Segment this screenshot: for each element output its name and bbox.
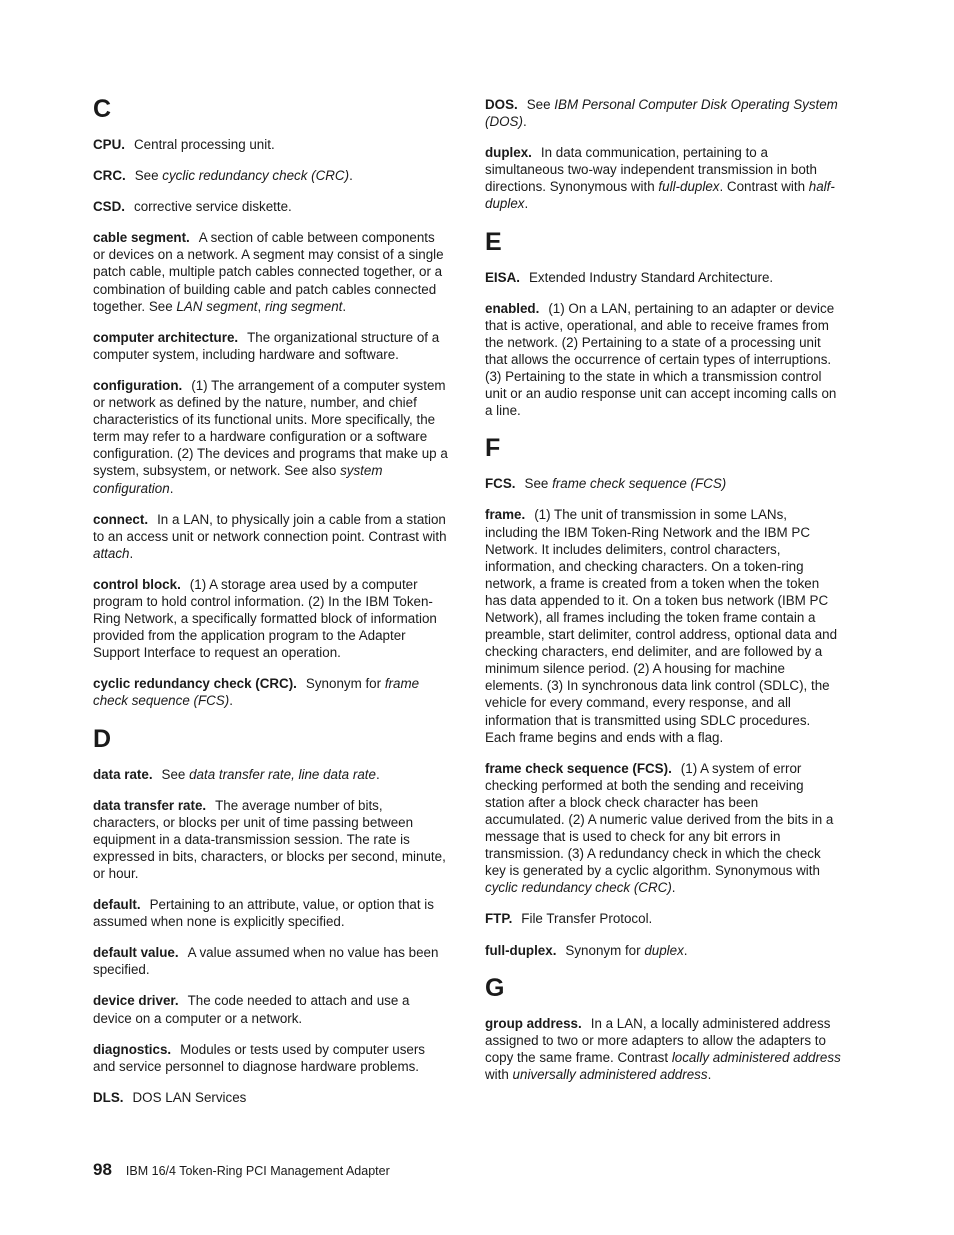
cross-reference: locally administered address (671, 1049, 841, 1065)
glossary-term: FCS. (485, 476, 516, 492)
glossary-entry (93, 992, 449, 1026)
definition-text: Pertaining to an attribute, value, or option that is assumed when none is explicitly specified. (93, 897, 434, 930)
glossary-term: configuration. (93, 377, 183, 393)
glossary-entry (93, 229, 449, 314)
glossary-term: cyclic redundancy check (CRC). (93, 676, 297, 692)
glossary-entry (93, 198, 449, 215)
cross-reference: half-duplex (485, 179, 835, 212)
glossary-term: device driver. (93, 993, 179, 1009)
section-letter: D (93, 724, 112, 753)
glossary-entry (93, 675, 449, 709)
definition-text: , (257, 298, 265, 314)
definition-text: See (134, 168, 163, 184)
glossary-entry (93, 1041, 449, 1075)
definition-text: See (524, 476, 553, 492)
glossary-term: cable segment. (93, 230, 190, 246)
glossary-entry (485, 475, 841, 492)
glossary-term: data transfer rate. (93, 797, 207, 813)
glossary-entry (93, 167, 449, 184)
glossary-entry (93, 576, 449, 661)
cross-reference: duplex (644, 942, 684, 958)
glossary-entry (93, 896, 449, 930)
glossary-term: CRC. (93, 168, 126, 184)
glossary-term: DLS. (93, 1089, 124, 1105)
glossary-term: frame. (485, 507, 526, 523)
glossary-entry (485, 144, 841, 212)
section-letter: C (93, 95, 112, 123)
glossary-right-column (485, 96, 841, 1097)
section-letter: E (485, 227, 502, 256)
glossary-term: full-duplex. (485, 942, 557, 958)
glossary-term: frame check sequence (FCS). (485, 760, 672, 776)
cross-reference: system configuration (93, 463, 383, 496)
cross-reference: LAN segment (176, 298, 258, 314)
definition-text: See (526, 97, 555, 112)
glossary-entry (93, 1089, 449, 1106)
glossary-entry (485, 269, 841, 286)
definition-text: In a LAN, a locally administered address assigned to two or more adapters to allow the adapters to copy the same frame. Contrast (485, 1015, 831, 1065)
glossary-entry (93, 329, 449, 363)
definition-text: . (129, 545, 134, 561)
cross-reference: ring segment (264, 298, 343, 314)
glossary-term: diagnostics. (93, 1041, 172, 1057)
glossary-entry (485, 760, 841, 897)
cross-reference: cyclic redundancy check (CRC) (162, 168, 350, 184)
glossary-entry (93, 136, 449, 153)
definition-text: A value assumed when no value has been specified. (93, 945, 439, 978)
definition-text: (1) The arrangement of a computer system or network as defined by the nature, number, and chief characteristics of its functional units. More specifically, the term may refer to a hardware configuration or a software configuration. (2) The devices and programs that make up a system, subsystem, or network. See also (93, 377, 448, 479)
glossary-term: DOS. (485, 97, 518, 112)
glossary-entry (93, 766, 449, 783)
definition-text: Modules or tests used by computer users and service personnel to diagnose hardware problems. (93, 1041, 426, 1074)
glossary-entry (485, 942, 841, 959)
definition-text: A section of cable between components or devices on a network. A segment may consist of a single patch cable, multiple patch cables connected together, or a combination of building cable and patch cables connected together. See (93, 230, 444, 314)
page-number: 98 (93, 1160, 112, 1179)
definition-text: File Transfer Protocol. (521, 911, 653, 927)
definition-text: . Contrast with (719, 179, 809, 195)
definition-text: (1) The unit of transmission in some LANs, including the IBM Token-Ring Network and the IBM PC Network. It includes delimiters, control characters, information, and checking characters. On a token-ring network, a frame is created from a token when the token has data appended to it. On a token bus network (IBM PC Network), all frames including the token frame contain a preamble, start delimiter, control address, optional data and checking characters, end delimiter, and are followed by a minimum silence period. (2) A housing for machine elements. (3) In synchronous data link control (SDLC), the vehicle for every command, every response, and all information that is transmitted using SDLC procedures. Each frame begins and ends with a flag. (485, 507, 838, 745)
definition-text: Synonym for (305, 676, 385, 692)
glossary-entry (485, 96, 841, 130)
definition-text: . (683, 942, 688, 958)
glossary-term: computer architecture. (93, 329, 239, 345)
glossary-entry (485, 1015, 841, 1083)
definition-text: with (485, 1066, 513, 1082)
glossary-entry (93, 377, 449, 497)
glossary-term: CSD. (93, 199, 125, 215)
glossary-entry (485, 300, 841, 420)
definition-text: Central processing unit. (134, 137, 275, 152)
cross-reference: attach (93, 545, 130, 561)
definition-text: . (522, 114, 527, 130)
glossary-term: CPU. (93, 137, 125, 152)
page-footer (93, 1160, 390, 1180)
glossary-entry (93, 511, 449, 562)
glossary-term: data rate. (93, 766, 153, 782)
cross-reference: cyclic redundancy check (CRC) (485, 880, 672, 896)
glossary-entry (485, 910, 841, 927)
definition-text: Extended Industry Standard Architecture. (528, 269, 774, 285)
definition-text: . (671, 880, 676, 896)
definition-text: corrective service diskette. (134, 199, 292, 215)
definition-text: The average number of bits, characters, or blocks per unit of time passing between equipment in a data-transmission session. The rate is expressed in bits, characters, or blocks per second, minute, or hour. (93, 797, 446, 881)
glossary-entry (485, 506, 841, 745)
definition-text: The organizational structure of a computer system, including hardware and software. (93, 329, 440, 362)
glossary-entry (93, 797, 449, 882)
definition-text: (1) A system of error checking performed at both the sending and receiving station after a block check character has been accumulated. (2) A numeric value derived from the bits in a message that is used to check for any bit errors in transmission. (3) A redundancy check in which the check key is generated by a cyclic algorithm. Synonymous with (485, 760, 834, 879)
definition-text: . (375, 766, 380, 782)
section-letter: F (485, 434, 501, 463)
glossary-term: FTP. (485, 911, 513, 927)
glossary-term: default value. (93, 945, 179, 961)
definition-text: . (169, 480, 174, 496)
definition-text: (1) A storage area used by a computer program to hold control information. (2) In the IBM Token-Ring Network, a specifically formatted block of information provided from the application program to the Adapter Support Interface to request an operation. (93, 576, 437, 661)
definition-text: DOS LAN Services (132, 1089, 247, 1105)
definition-text: . (707, 1066, 712, 1082)
glossary-term: control block. (93, 576, 181, 592)
glossary-left-column (93, 94, 449, 1120)
cross-reference: data transfer rate, line data rate (189, 766, 376, 782)
definition-text: In data communication, pertaining to a simultaneous two-way independent transmission in both directions. Synonymous with (485, 145, 817, 195)
definition-text: . (229, 693, 233, 709)
glossary-entry (93, 944, 449, 978)
glossary-term: EISA. (485, 269, 520, 285)
cross-reference: universally administered address (512, 1066, 708, 1082)
definition-text: . (349, 168, 353, 184)
definition-text: See (161, 766, 190, 782)
definition-text: The code needed to attach and use a device on a computer or a network. (93, 993, 410, 1026)
definition-text: . (524, 196, 529, 212)
definition-text: In a LAN, to physically join a cable from a station to an access unit or network connection point. Contrast with (93, 511, 447, 544)
cross-reference: frame check sequence (FCS) (552, 476, 727, 492)
definition-text: Synonym for (565, 942, 645, 958)
section-letter: G (485, 973, 505, 1002)
glossary-term: duplex. (485, 145, 532, 161)
cross-reference: full-duplex (658, 179, 720, 195)
definition-text: . (342, 298, 347, 314)
cross-reference: IBM Personal Computer Disk Operating System (DOS) (485, 97, 838, 130)
cross-reference: frame check sequence (FCS) (93, 676, 420, 709)
book-title: IBM 16/4 Token-Ring PCI Management Adapter (125, 1164, 390, 1178)
glossary-term: enabled. (485, 300, 540, 316)
glossary-term: connect. (93, 511, 149, 527)
definition-text: (1) On a LAN, pertaining to an adapter or device that is active, operational, and able to receive frames from the network. (2) Pertaining to a state of a processing unit that allows the occurrence of certain types of interruptions. (3) Pertaining to the state in which a transmission control unit or an audio response unit can accept incoming calls on a line. (485, 300, 837, 419)
glossary-term: default. (93, 897, 141, 913)
glossary-term: group address. (485, 1015, 582, 1031)
